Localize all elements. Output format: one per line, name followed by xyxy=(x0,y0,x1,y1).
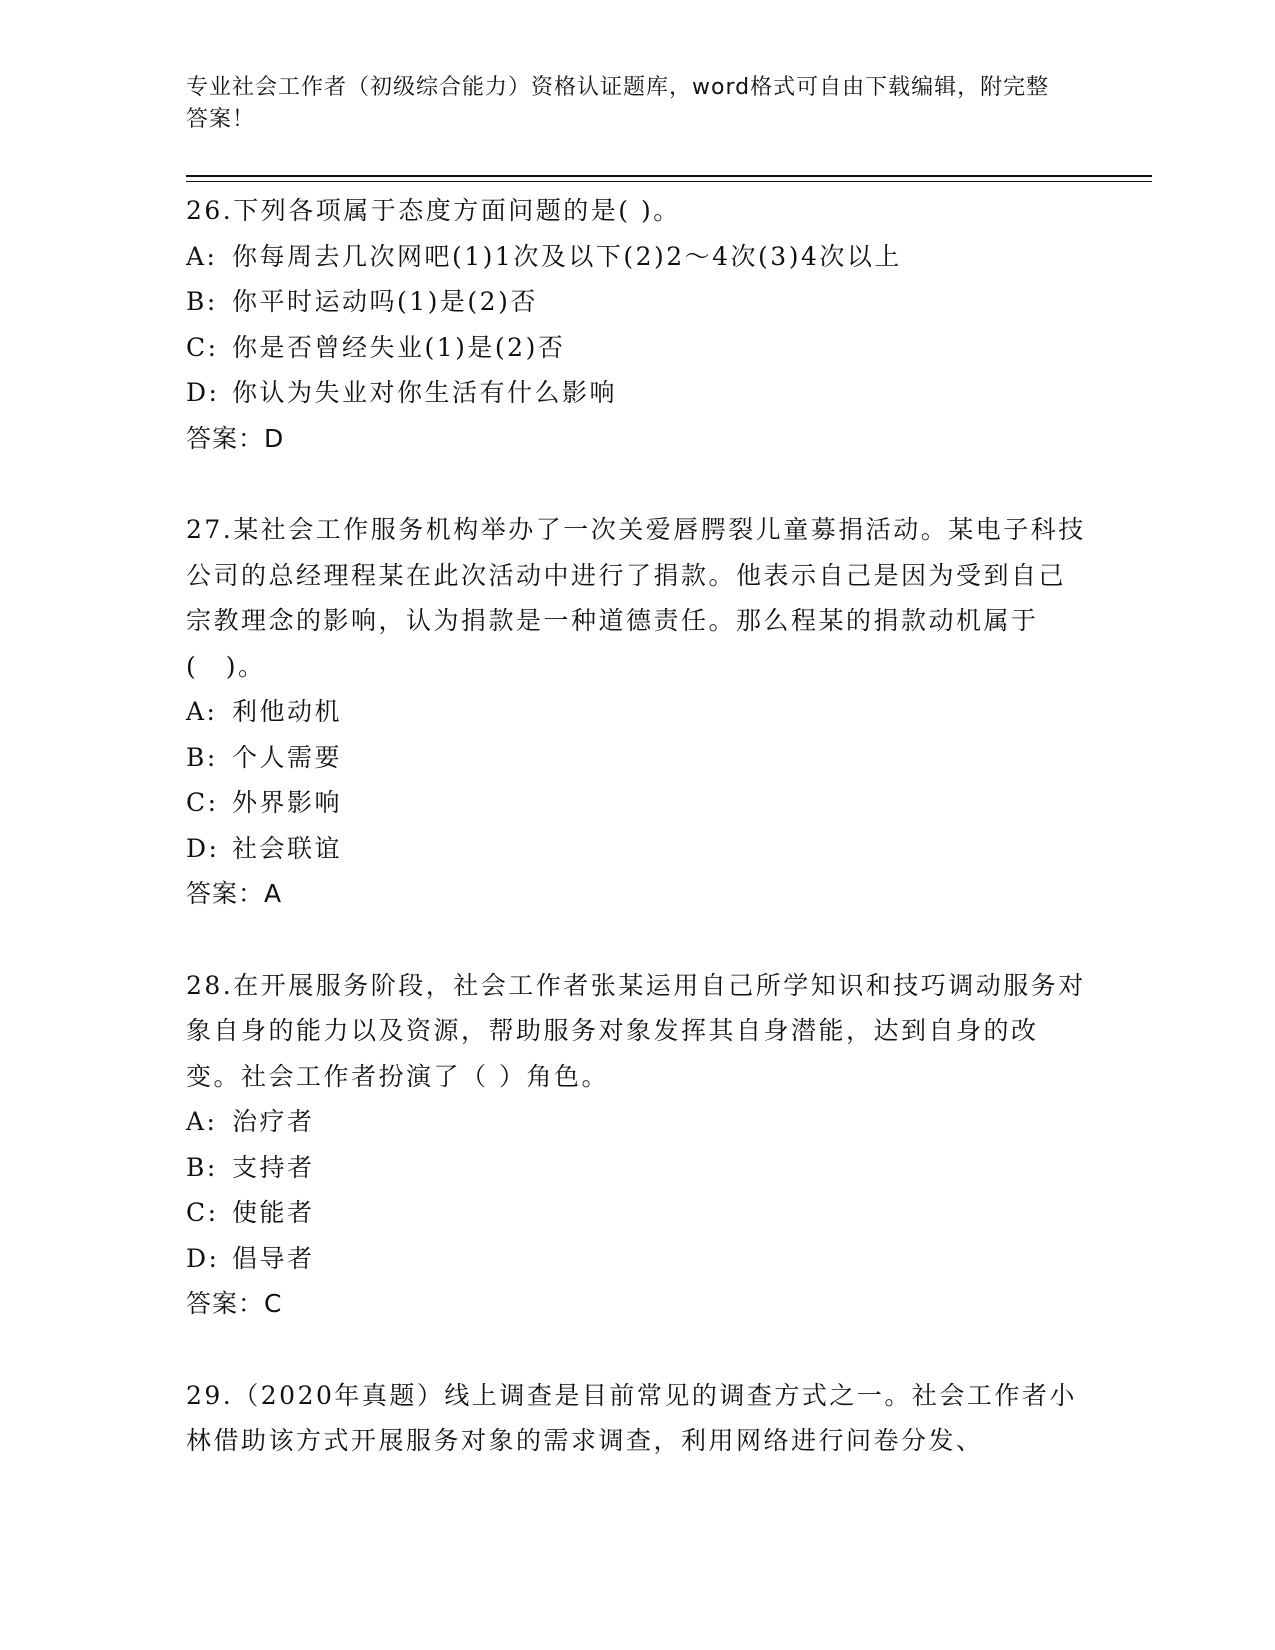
answer-line: 答案：C xyxy=(186,1289,283,1318)
question-list xyxy=(186,188,1086,1464)
document-header xyxy=(186,72,1066,136)
option-text: 外界影响 xyxy=(232,788,343,817)
option-letter: B: xyxy=(186,742,218,772)
option-b xyxy=(186,1145,1086,1191)
option-text: 社会联谊 xyxy=(232,833,343,863)
header-divider-thick xyxy=(186,175,1152,177)
option-text: 使能者 xyxy=(232,1198,315,1227)
option-letter: B: xyxy=(186,1152,218,1182)
option-letter: C: xyxy=(186,788,219,817)
option-text: 治疗者 xyxy=(232,1107,315,1136)
answer-line: 答案：A xyxy=(186,879,283,908)
option-c xyxy=(186,325,1086,371)
question-26 xyxy=(186,188,1086,461)
option-letter: D: xyxy=(186,1243,220,1273)
option-a xyxy=(186,1099,1086,1145)
option-c xyxy=(186,780,1086,826)
option-a xyxy=(186,689,1086,735)
option-d xyxy=(186,370,1086,416)
option-d xyxy=(186,826,1086,872)
question-stem: 29.（2020年真题）线上调查是目前常见的调查方式之一。社会工作者小林借助该方式开展服务对象的需求调查，利用网络进行问卷分发、 xyxy=(186,1380,1077,1455)
option-text: 你平时运动吗(1)是(2)否 xyxy=(232,287,538,316)
option-d xyxy=(186,1236,1086,1282)
option-text: 你认为失业对你生活有什么影响 xyxy=(232,378,618,407)
option-b xyxy=(186,279,1086,325)
question-stem: 27.某社会工作服务机构举办了一次关爱唇腭裂儿童募捐活动。某电子科技公司的总经理程某在此次活动中进行了捐款。他表示自己是因为受到自己宗教理念的影响，认为捐款是一种道德责任。那么程某的捐款动机属于( )。 xyxy=(186,515,1086,681)
question-27 xyxy=(186,507,1086,917)
option-a xyxy=(186,234,1086,280)
option-letter: A: xyxy=(186,1107,218,1136)
option-text: 利他动机 xyxy=(232,697,343,726)
option-letter: B: xyxy=(186,287,218,316)
option-b xyxy=(186,735,1086,781)
option-text: 支持者 xyxy=(232,1152,315,1182)
option-letter: D: xyxy=(186,833,220,863)
option-text: 你是否曾经失业(1)是(2)否 xyxy=(232,332,566,362)
option-c xyxy=(186,1190,1086,1236)
option-letter: C: xyxy=(186,332,219,362)
option-letter: A: xyxy=(186,697,218,726)
option-letter: D: xyxy=(186,378,220,407)
option-text: 倡导者 xyxy=(232,1243,315,1273)
option-letter: A: xyxy=(186,241,218,271)
option-text: 你每周去几次网吧(1)1次及以下(2)2～4次(3)4次以上 xyxy=(232,241,902,271)
header-title: 专业社会工作者（初级综合能力）资格认证题库，word格式可自由下载编辑，附完整答案！ xyxy=(186,75,1050,132)
header-divider-thin xyxy=(186,181,1152,182)
question-29 xyxy=(186,1373,1086,1464)
option-letter: C: xyxy=(186,1198,219,1227)
option-text: 个人需要 xyxy=(232,742,343,772)
answer-line: 答案：D xyxy=(186,423,285,453)
question-28 xyxy=(186,963,1086,1327)
question-stem: 26.下列各项属于态度方面问题的是( )。 xyxy=(186,196,681,225)
question-stem: 28.在开展服务阶段，社会工作者张某运用自己所学知识和技巧调动服务对象自身的能力以及资源，帮助服务对象发挥其自身潜能，达到自身的改变。社会工作者扮演了（ ）角色。 xyxy=(186,970,1086,1091)
